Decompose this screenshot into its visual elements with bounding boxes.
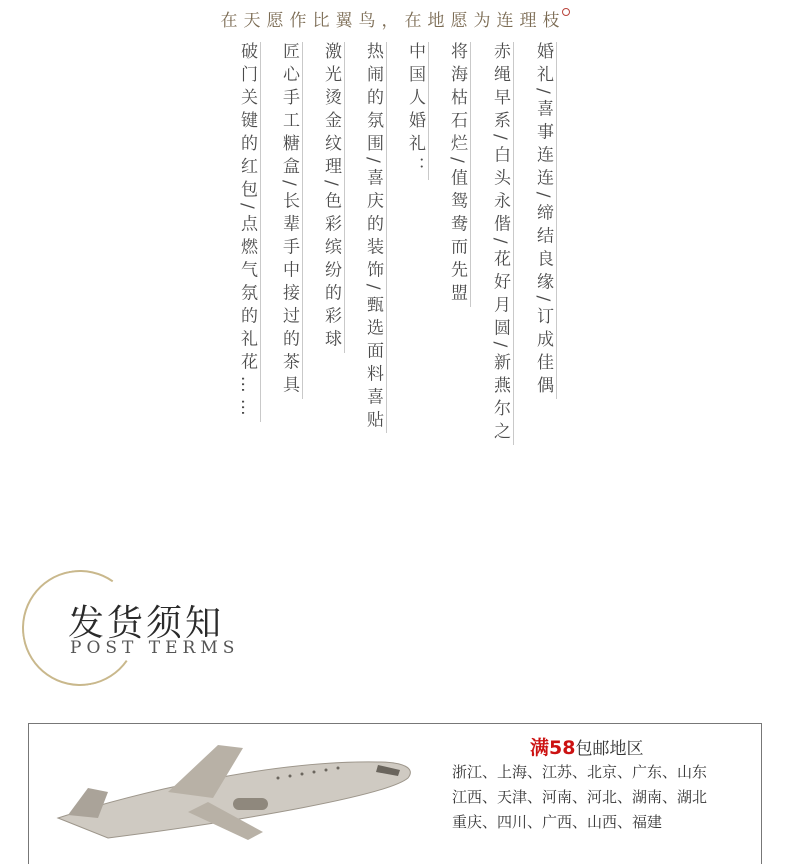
poem-column-2: 赤绳早系/白头永偕/花好月圆/新燕尔之 xyxy=(489,42,514,445)
airplane-image xyxy=(48,700,428,850)
shipping-line: 重庆、四川、广西、山西、福建 xyxy=(452,813,663,831)
section-subtitle: POST TERMS xyxy=(70,638,240,658)
circle-mark-icon xyxy=(562,8,570,16)
shipping-title-rest: 包邮地区 xyxy=(575,739,644,759)
tagline xyxy=(0,6,790,31)
poem-column-8: 破门关键的红包/点燃气氛的礼花…… xyxy=(236,42,261,422)
section-title: 发货须知 xyxy=(68,603,225,644)
poem-column-4: 中国人婚礼： xyxy=(404,42,429,180)
shipping-regions xyxy=(452,760,707,835)
poem-block xyxy=(232,42,562,522)
shipping-line: 浙江、上海、江苏、北京、广东、山东 xyxy=(452,763,708,781)
poem-column-3: 将海枯石烂/值鸳鸯而先盟 xyxy=(446,42,471,307)
shipping-highlight: 满58 xyxy=(530,737,576,759)
poem-column-6: 激光烫金纹理/色彩缤纷的彩球 xyxy=(320,42,345,353)
tagline-text: 在天愿作比翼鸟，在地愿为连理枝 xyxy=(220,11,566,31)
poem-column-5: 热闹的氛围/喜庆的装饰/甄选面料喜贴 xyxy=(362,42,387,433)
poem-column-7: 匠心手工糖盒/长辈手中接过的茶具 xyxy=(278,42,303,399)
poem-column-1: 婚礼/喜事连连/缔结良缘/订成佳偶 xyxy=(532,42,557,399)
shipping-line: 江西、天津、河南、河北、湖南、湖北 xyxy=(452,788,708,806)
shipping-title xyxy=(530,733,643,760)
